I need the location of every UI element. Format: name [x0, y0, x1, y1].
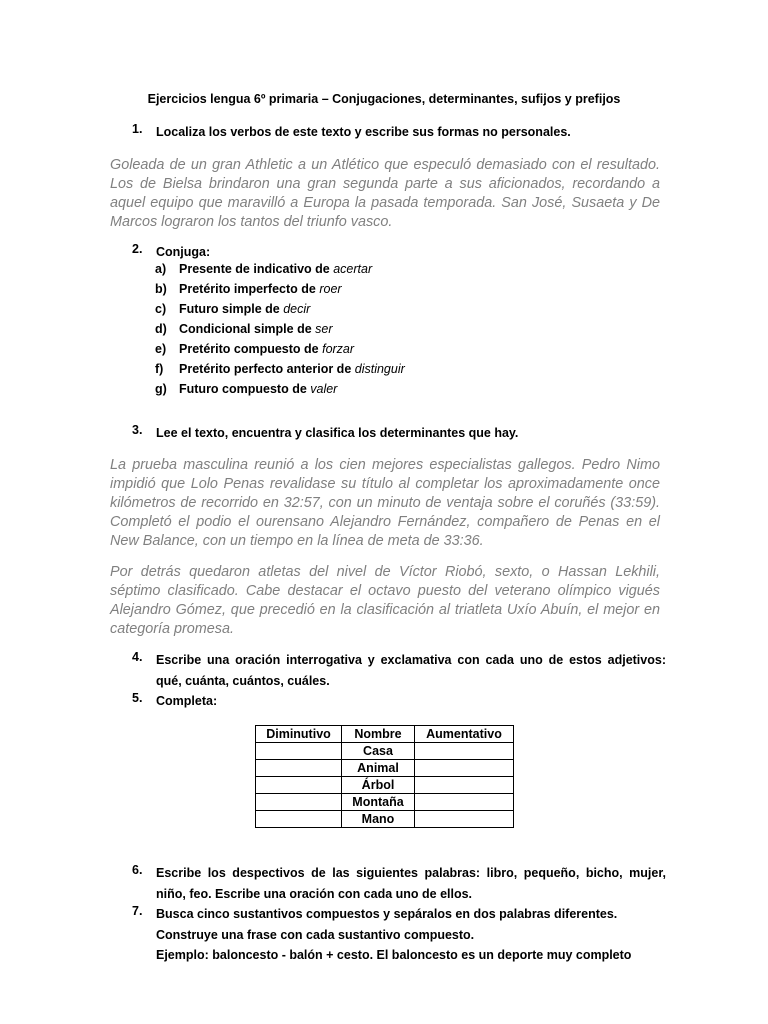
- column-header: Aumentativo: [415, 726, 514, 743]
- diminutive-cell[interactable]: [256, 794, 342, 811]
- question-text: Busca cinco sustantivos compuestos y sepáralos en dos palabras diferentes. Construye una frase con cada sustantivo compuesto.: [156, 907, 618, 942]
- augmentative-cell[interactable]: [415, 760, 514, 777]
- item-verb: forzar: [322, 342, 355, 356]
- diminutive-cell[interactable]: [256, 811, 342, 828]
- diminutive-cell[interactable]: [256, 777, 342, 794]
- augmentative-cell[interactable]: [415, 777, 514, 794]
- item-verb: valer: [310, 382, 338, 396]
- item-letter: b): [155, 282, 167, 296]
- table-row: [256, 743, 514, 760]
- table-row: [256, 794, 514, 811]
- item-verb: ser: [315, 322, 333, 336]
- augmentative-cell[interactable]: [415, 811, 514, 828]
- page-title: Ejercicios lengua 6º primaria – Conjugaciones, determinantes, sufijos y prefijos: [147, 92, 621, 106]
- item-verb: roer: [319, 282, 342, 296]
- question-text: Completa:: [156, 694, 218, 708]
- word-table: [255, 725, 514, 828]
- question-text: Escribe una oración interrogativa y exclamativa con cada uno de estos adjetivos: qué, cuánta, cuántos, cuáles.: [156, 653, 666, 688]
- item-verb: decir: [283, 302, 311, 316]
- example-text: Ejemplo: baloncesto - balón + cesto. El baloncesto es un deporte muy completo: [156, 948, 632, 962]
- question-text: Lee el texto, encuentra y clasifica los determinantes que hay.: [156, 426, 519, 440]
- question-number: 2.: [132, 242, 143, 256]
- text-athletic: Goleada de un gran Athletic a un Atlético que especuló demasiado con el resultado. Los de Bielsa brindaron una gran segunda parte a sus aficionados, recordando a aquel equipo que maravilló a Europa la pasada temporada. San José, Susaeta y De Marcos lograron los tantos del triunfo vasco.: [110, 157, 660, 230]
- text-race-2: Por detrás quedaron atletas del nivel de Víctor Riobó, sexto, o Hassan Lekhili, séptimo clasificado. Cabe destacar el octavo puesto del veterano olímpico vigués Alejandro Gómez, que precedió en la clasificación al triatleta Uxío Abuín, el mejor en categoría promesa.: [110, 564, 660, 637]
- item-text: Pretérito perfecto anterior de: [179, 362, 355, 376]
- noun-cell: Árbol: [342, 777, 415, 794]
- item-text: Futuro compuesto de: [179, 382, 311, 396]
- table-header-row: [256, 726, 514, 743]
- diminutive-cell[interactable]: [256, 743, 342, 760]
- question-text: Conjuga:: [156, 245, 211, 259]
- augmentative-cell[interactable]: [415, 743, 514, 760]
- diminutive-cell[interactable]: [256, 760, 342, 777]
- question-number: 5.: [132, 691, 143, 705]
- noun-cell: Casa: [342, 743, 415, 760]
- table-row: [256, 811, 514, 828]
- item-letter: e): [155, 342, 167, 356]
- table-row: [256, 760, 514, 777]
- question-number: 1.: [132, 122, 143, 136]
- item-verb: acertar: [333, 262, 373, 276]
- column-header: Nombre: [342, 726, 415, 743]
- question-number: 3.: [132, 423, 143, 437]
- question-number: 4.: [132, 650, 143, 664]
- item-text: Presente de indicativo de: [179, 262, 334, 276]
- item-letter: c): [155, 302, 167, 316]
- item-text: Pretérito compuesto de: [179, 342, 323, 356]
- column-header: Diminutivo: [256, 726, 342, 743]
- item-letter: g): [155, 382, 167, 396]
- noun-cell: Mano: [342, 811, 415, 828]
- item-text: Pretérito imperfecto de: [179, 282, 320, 296]
- augmentative-cell[interactable]: [415, 794, 514, 811]
- noun-cell: Montaña: [342, 794, 415, 811]
- question-number: 6.: [132, 863, 143, 877]
- table-row: [256, 777, 514, 794]
- item-letter: a): [155, 262, 167, 276]
- item-verb: distinguir: [354, 362, 405, 376]
- question-text: Escribe los despectivos de las siguientes palabras: libro, pequeño, bicho, mujer, niño, feo. Escribe una oración con cada uno de ellos.: [156, 866, 666, 901]
- question-text: Localiza los verbos de este texto y escribe sus formas no personales.: [156, 125, 571, 139]
- item-letter: f): [155, 362, 164, 376]
- item-text: Condicional simple de: [179, 322, 316, 336]
- question-number: 7.: [132, 904, 143, 918]
- item-text: Futuro simple de: [179, 302, 284, 316]
- text-race: La prueba masculina reunió a los cien mejores especialistas gallegos. Pedro Nimo impidió que Lolo Penas revalidase su título al completar los aproximadamente once kilómetros de recorrido en 32:57, con un minuto de ventaja sobre el coruñés (33:59). Completó el podio el ourensano Alejandro Fernández, compañero de Penas en el New Balance, con un tiempo en la línea de meta de 33:36.: [110, 457, 660, 549]
- noun-cell: Animal: [342, 760, 415, 777]
- item-letter: d): [155, 322, 167, 336]
